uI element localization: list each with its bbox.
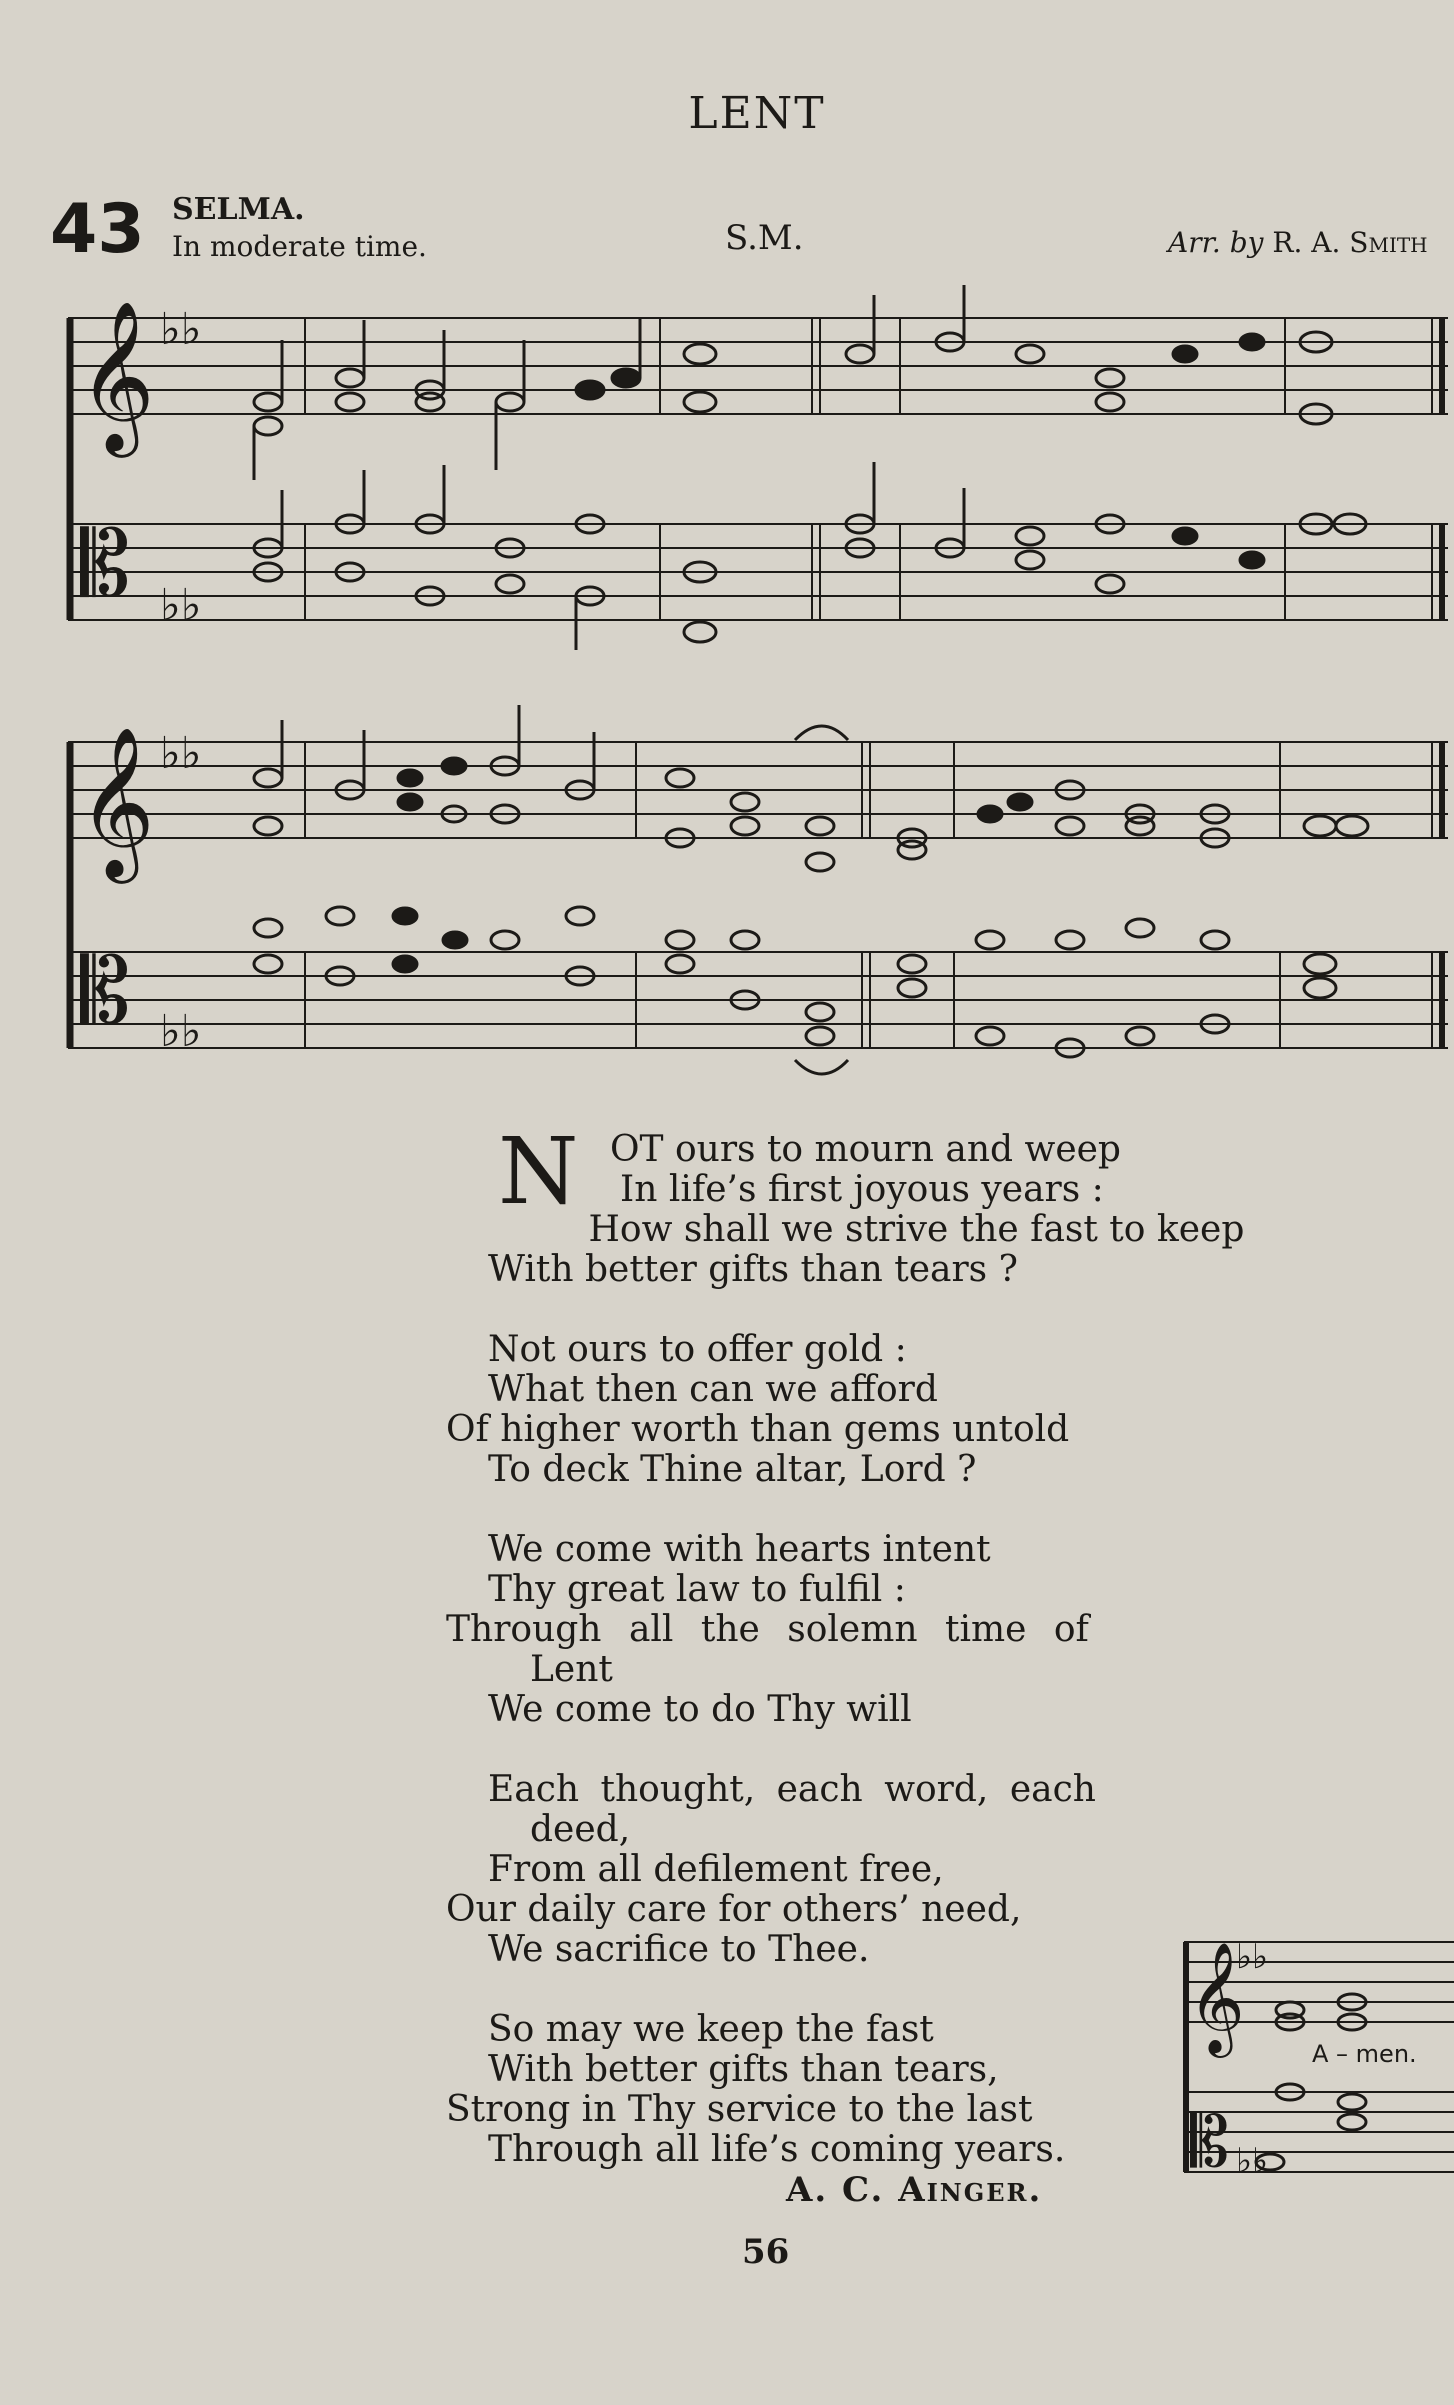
bass-staff-1 (68, 524, 1448, 620)
drop-cap: N (498, 1118, 579, 1225)
lyric-line: Each thought, each word, each (488, 1769, 1096, 1810)
stanza-4 (446, 1770, 1126, 1970)
arranger-name: R. A. Smith (1272, 226, 1428, 259)
flat-icon: ♭♭ (160, 304, 202, 355)
lyric-line: Lent (530, 1649, 613, 1690)
section-title: LENT (688, 88, 826, 139)
flat-icon: ♭♭ (1236, 1937, 1269, 1977)
stanza-3 (446, 1530, 1126, 1730)
hymn-author: A. C. Ainger. (786, 2170, 1043, 2210)
music-system-1 (68, 318, 1448, 620)
lyric-line: Our daily care for others’ need, (446, 1889, 1022, 1930)
treble-staff-1 (68, 318, 1448, 414)
lyric-line: With better gifts than tears, (488, 2049, 999, 2090)
lyric-line: Through all life’s coming years. (488, 2129, 1066, 2170)
lyric-line: We come to do Thy will (488, 1689, 912, 1730)
lyric-line: OT ours to mourn and weep (610, 1129, 1121, 1170)
lyric-line: So may we keep the fast (488, 2009, 934, 2050)
stanza-1 (446, 1118, 1245, 1290)
page-number: 56 (742, 2232, 790, 2272)
lyric-line: To deck Thine altar, Lord ? (488, 1449, 977, 1490)
hymn-lyrics (446, 1118, 1245, 2210)
lyric-line: From all defilement free, (488, 1849, 944, 1890)
treble-clef-icon: 𝄞 (78, 299, 155, 451)
meter: S.M. (725, 218, 804, 258)
lyric-line: We sacrifice to Thee. (488, 1929, 870, 1970)
flat-icon: ♭♭ (160, 580, 202, 631)
alto-clef-icon: 𝄡 (80, 939, 131, 1044)
lyric-line: How shall we strive the fast to keep (588, 1209, 1245, 1250)
lyric-line: What then can we afford (488, 1369, 938, 1410)
flat-icon: ♭♭ (160, 728, 202, 779)
treble-clef-icon: 𝄞 (1188, 1941, 1245, 2053)
stanza-2 (446, 1330, 1126, 1490)
lyric-line: Of higher worth than gems untold (446, 1409, 1070, 1450)
barlines-1 (305, 318, 1432, 620)
lyric-line: In life’s first joyous years : (620, 1169, 1104, 1210)
amen-label: A – men. (1312, 2040, 1417, 2068)
tune-name: SELMA. (172, 192, 305, 227)
barlines-2 (305, 742, 1432, 1048)
notes-system-2 (254, 705, 1368, 1074)
fermata-icon (795, 1060, 848, 1074)
lyric-line: Strong in Thy service to the last (446, 2089, 1033, 2130)
lyric-line: Thy great law to fulfil : (488, 1569, 906, 1610)
lyric-line: Not ours to offer gold : (488, 1329, 907, 1370)
lyric-line: We come with hearts intent (488, 1529, 991, 1570)
flat-icon: ♭♭ (160, 1006, 202, 1057)
flat-icon: ♭♭ (1236, 2141, 1269, 2181)
fermata-icon (795, 726, 848, 740)
alto-clef-icon: 𝄡 (1190, 2101, 1230, 2183)
lyric-line: With better gifts than tears ? (488, 1249, 1018, 1290)
alto-clef-icon: 𝄡 (80, 512, 131, 617)
treble-clef-icon: 𝄞 (78, 725, 155, 877)
lyric-line: deed, (530, 1809, 631, 1850)
tempo-marking: In moderate time. (172, 230, 427, 263)
lyric-line: Through all the solemn time of (446, 1609, 1089, 1650)
hymn-number: 43 (50, 190, 145, 269)
arranger-prefix: Arr. by (1168, 226, 1264, 259)
stanza-5 (446, 2010, 1126, 2170)
